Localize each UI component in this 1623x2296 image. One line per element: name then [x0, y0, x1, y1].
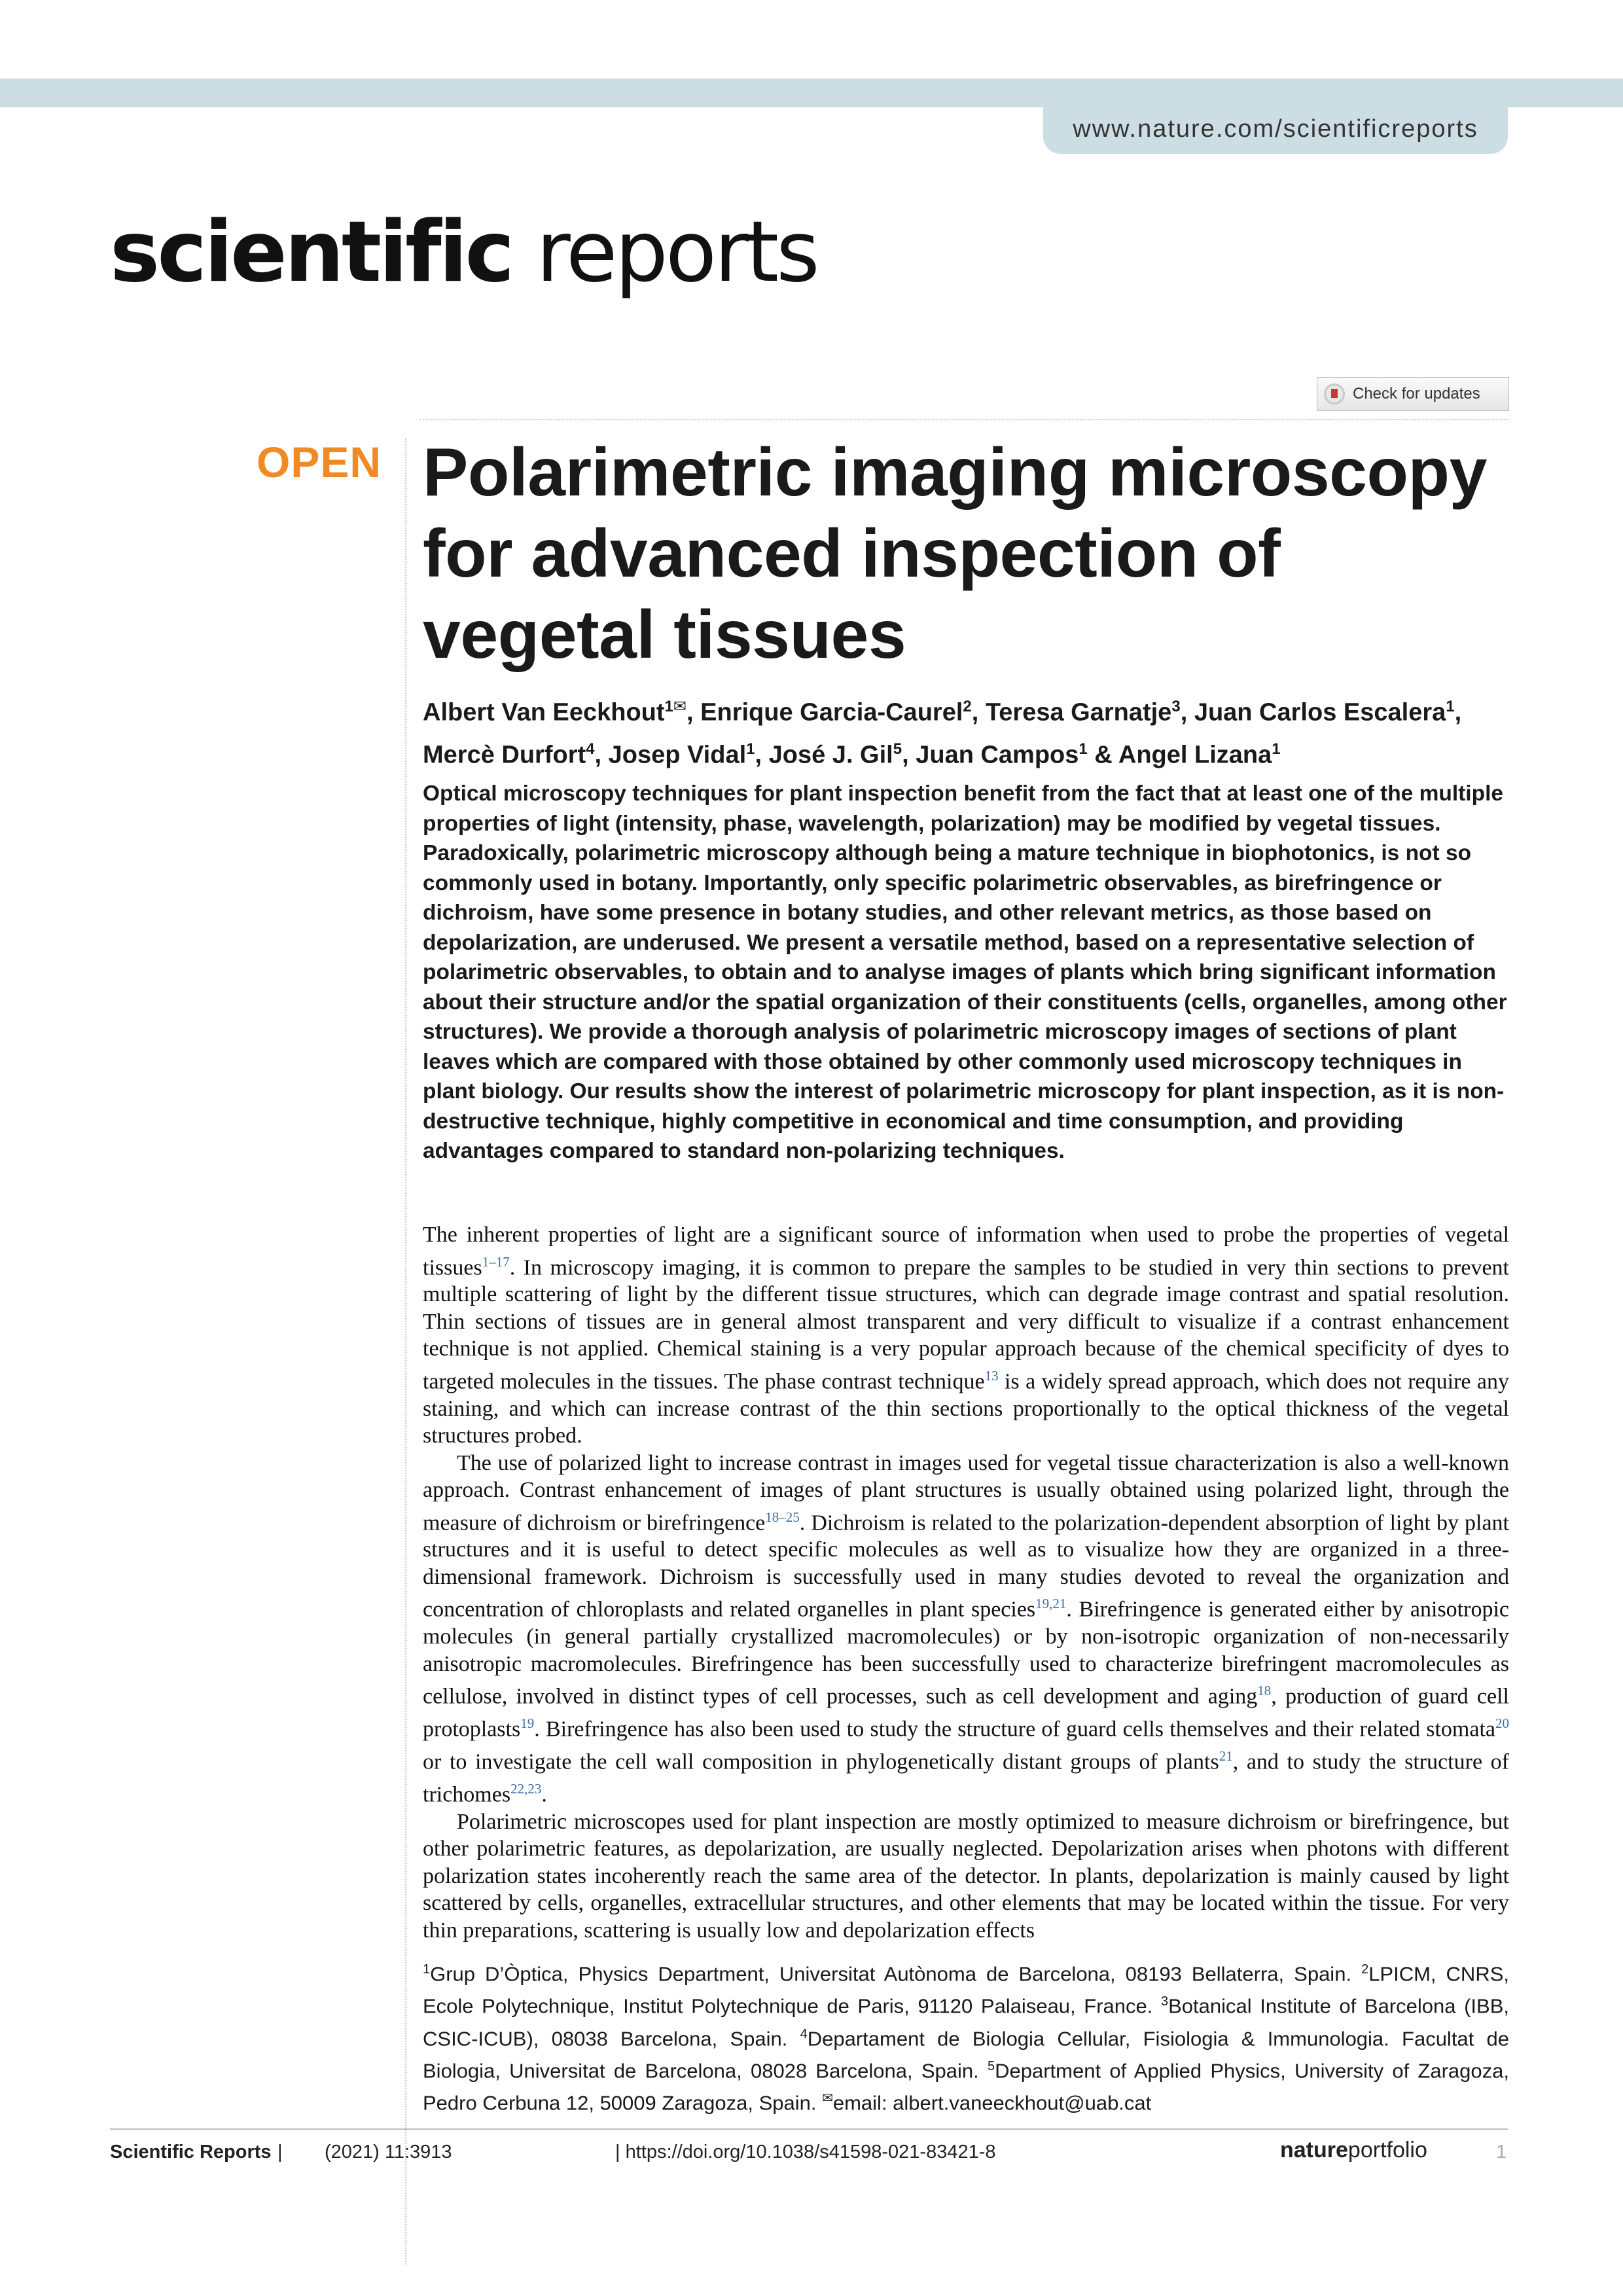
citation-link[interactable]: 1–17 — [482, 1253, 510, 1270]
citation-link[interactable]: 22,23 — [510, 1780, 542, 1797]
body-text-run: . — [541, 1782, 547, 1807]
author-separator: , — [1180, 698, 1194, 726]
affiliation-text: email: albert.vaneeckhout@uab.cat — [832, 2091, 1152, 2115]
affiliation-text: Botanical Institute of Barcelona (IBB, CSIC-ICUB), 08038 Barcelona, Spain. — [423, 1994, 1509, 2050]
author-separator: , — [902, 741, 916, 769]
brand-bold: nature — [1280, 2138, 1348, 2162]
affiliation-mark: ✉ — [822, 2091, 833, 2106]
affiliation-text: Department of Applied Physics, University of Zaragoza, Pedro Cerbuna 12, 50009 Zaragoza, Spain. — [423, 2059, 1509, 2115]
check-for-updates-button[interactable] — [1317, 377, 1509, 411]
footer-year-volume: (2021) 11:3913 — [325, 2142, 452, 2162]
author-separator: , — [755, 741, 769, 769]
bookmark-icon — [1324, 384, 1345, 404]
journal-logo-light: reports — [512, 204, 817, 301]
journal-logo — [110, 204, 817, 301]
author-name: Mercè Durfort — [423, 741, 586, 769]
affiliation-mark: 2 — [1361, 1962, 1369, 1977]
author-affiliation-mark: 4 — [586, 740, 595, 758]
citation-link[interactable]: 18 — [1257, 1683, 1272, 1699]
journal-logo-bold: scientific — [110, 204, 512, 301]
body-paragraph — [423, 1450, 1509, 1808]
affiliation-mark: 1 — [423, 1962, 431, 1977]
citation-link[interactable]: 21 — [1219, 1748, 1233, 1764]
author-name: Angel Lizana — [1118, 741, 1272, 769]
affiliation-text: Grup D’Òptica, Physics Department, Universitat Autònoma de Barcelona, 08193 Bellaterra, Spain. — [430, 1962, 1362, 1986]
author-separator: , — [594, 741, 609, 769]
body-text-run: . In microscopy imaging, it is common to prepare the samples to be studied in very thin sections to prevent multiple scattering of light by the different tissue structures, which can degrade image contrast and spatial resolution. Thin sections of tissues are in general almost transparent and very difficult to visualize if a contrast enhancement technique is not applied. Chemical staining is a very popular approach because of the chemical specificity of dyes to targeted molecules in the tissues. The phase contrast technique — [423, 1255, 1509, 1394]
body-text — [423, 1221, 1509, 1944]
author-separator: , — [687, 698, 701, 726]
open-access-label: OPEN — [257, 438, 382, 486]
footer-doi-link[interactable]: | https://doi.org/10.1038/s41598-021-83421-8 — [615, 2142, 996, 2162]
author-affiliation-mark: 1 — [1079, 740, 1088, 758]
author-name: Josep Vidal — [608, 741, 747, 769]
author-affiliation-mark: 1 — [1272, 740, 1281, 758]
body-text-run: . Dichroism is related to the polarization-dependent absorption of light by plant structures and it is useful to detect specific molecules as well as to visualize how they are organized in a three-dimensional framework. Dichroism is successfully used in many studies devoted to reveal the organization and concentration of chloroplasts and related organelles in plant species — [423, 1510, 1509, 1622]
body-text-run: is a widely spread approach, which does not require any staining, and which can increase contrast of the thin sections proportionally to the optical thickness of the vegetal structures probed. — [423, 1369, 1509, 1448]
affiliation-mark: 4 — [800, 2026, 808, 2041]
body-text-run: . Birefringence has also been used to study the structure of guard cells themselves and their related stomata — [534, 1717, 1495, 1742]
check-for-updates-label: Check for updates — [1353, 385, 1480, 403]
author-separator: & — [1087, 741, 1118, 769]
body-text-run: or to investigate the cell wall composition in phylogenetically distant groups of plants — [423, 1749, 1219, 1774]
author-name: Enrique Garcia-Caurel — [700, 698, 963, 726]
body-text-run: . Birefringence is generated either by anisotropic molecules (in general partially crystallized macromolecules) or by non-isotropic organization of non-necessarily anisotropic macromolecules. Birefringence has been successfully used to characterize birefringent macromolecules as cellulose, involved in distinct types of cell processes, such as cell development and aging — [423, 1597, 1509, 1709]
affiliations — [423, 1956, 1509, 2117]
footer-journal: Scientific Reports — [110, 2142, 272, 2162]
author-separator: , — [971, 698, 986, 726]
title-divider — [419, 419, 1508, 420]
author-name: José J. Gil — [768, 741, 893, 769]
author-list — [423, 689, 1509, 773]
body-text-run: , and to study the structure of trichomes — [423, 1749, 1509, 1807]
author-affiliation-mark: 2 — [963, 698, 972, 715]
footer-divider — [110, 2128, 1508, 2130]
author-affiliation-mark: 1✉ — [664, 698, 687, 715]
column-divider — [405, 439, 406, 2265]
body-paragraph — [423, 1808, 1509, 1945]
author-name: Juan Campos — [916, 741, 1079, 769]
citation-link[interactable]: 19 — [520, 1715, 535, 1732]
journal-url[interactable]: www.nature.com/scientificreports — [1043, 105, 1508, 154]
affiliation-mark: 5 — [988, 2058, 995, 2073]
author-separator: , — [1454, 698, 1462, 726]
header-band — [0, 79, 1623, 107]
body-text-run: The inherent properties of light are a significant source of information when used to probe the properties of vegetal tissues — [423, 1223, 1509, 1280]
citation-link[interactable]: 13 — [984, 1367, 999, 1384]
page-number: 1 — [1496, 2142, 1507, 2162]
author-name: Teresa Garnatje — [985, 698, 1172, 726]
author-affiliation-mark: 3 — [1171, 698, 1181, 715]
author-affiliation-mark: 1 — [1446, 698, 1455, 715]
affiliation-mark: 3 — [1160, 1994, 1169, 2009]
body-text-run: Polarimetric microscopes used for plant inspection are mostly optimized to measure dichroism or birefringence, but other polarimetric features, as depolarization, are usually neglected. Depolarization arises when photons with different polarization states incoherently reach the same area of the detector. In plants, depolarization is mainly caused by light scattered by cells, organelles, extracellular structures, and other elements that may be located within the tissue. For very thin preparations, scattering is usually low and depolarization effects — [423, 1809, 1509, 1943]
affiliation-text: LPICM, CNRS, Ecole Polytechnique, Institut Polytechnique de Paris, 91120 Palaiseau, France. — [423, 1962, 1509, 2018]
abstract: Optical microscopy techniques for plant inspection benefit from the fact that at least one of the multiple properties of light (intensity, phase, wavelength, polarization) may be modified by vegetal tissues. Paradoxically, polarimetric microscopy although being a mature technique in biophotonics, is not so commonly used in botany. Importantly, only specific polarimetric observables, as birefringence or dichroism, have some presence in botany studies, and other relevant metrics, as those based on depolarization, are underused. We present a versatile method, based on a representative selection of polarimetric observables, to obtain and to analyse images of plants which bring significant information about their structure and/or the spatial organization of their constituents (cells, organelles, among other structures). We provide a thorough analysis of polarimetric microscopy images of sections of plant leaves which are compared with those obtained by other commonly used microscopy techniques in plant biology. Our results show the interest of polarimetric microscopy for plant inspection, as it is non-destructive technique, highly competitive in economical and time consumption, and providing advantages compared to standard non-polarizing techniques. — [423, 781, 1507, 1163]
nature-portfolio-logo — [1280, 2138, 1427, 2163]
article-title: Polarimetric imaging microscopy for advanced inspection of vegetal tissues — [423, 435, 1487, 673]
brand-light: portfolio — [1347, 2138, 1427, 2162]
footer-separator: | — [277, 2142, 283, 2162]
citation-link[interactable]: 20 — [1495, 1715, 1509, 1732]
citation-link[interactable]: 18–25 — [765, 1509, 800, 1525]
body-paragraph — [423, 1221, 1509, 1450]
body-text-run: The use of polarized light to increase contrast in images used for vegetal tissue characterization is also a well-known approach. Contrast enhancement of images of plant structures is usually obtained using polarized light, through the measure of dichroism or birefringence — [423, 1450, 1509, 1535]
body-text-run: , production of guard cell protoplasts — [423, 1684, 1509, 1742]
author-name: Albert Van Eeckhout — [423, 698, 665, 726]
author-affiliation-mark: 5 — [893, 740, 902, 758]
citation-link[interactable]: 19,21 — [1035, 1596, 1067, 1612]
author-affiliation-mark: 1 — [746, 740, 755, 758]
affiliation-text: Departament de Biologia Cellular, Fisiologia & Immunologia. Facultat de Biologia, Universitat de Barcelona, 08028 Barcelona, Spain. — [423, 2026, 1509, 2083]
author-name: Juan Carlos Escalera — [1194, 698, 1446, 726]
